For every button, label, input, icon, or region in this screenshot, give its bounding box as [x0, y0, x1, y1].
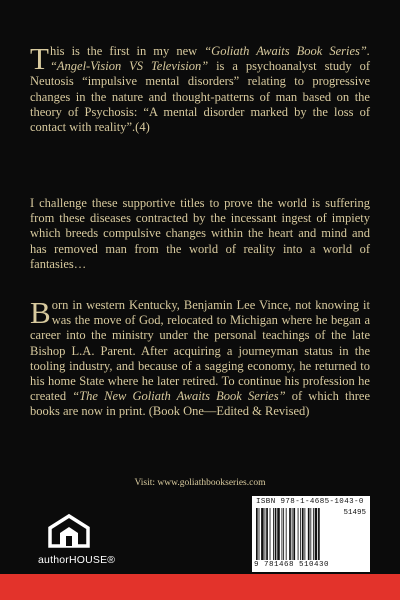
website-line: Visit: www.goliathbookseries.com: [134, 478, 266, 488]
publisher-logo: [38, 512, 116, 566]
intro-paragraph: [30, 41, 370, 135]
bio-tail: of which three books are now in print. (Book One––Edited & Revised): [30, 389, 370, 419]
drop-cap: B: [30, 295, 51, 330]
ean-digits: 9 781468 510430: [254, 561, 330, 569]
isbn-barcode: [252, 496, 370, 572]
barcode-icon: [256, 508, 338, 560]
isbn-label: ISBN 978-1-4685-1043-0: [256, 498, 364, 506]
bio-series-name: “The New Goliath Awaits Book Series”: [72, 389, 286, 404]
challenge-text: I challenge these supportive titles to prove the world is suffering from these diseases contracted by the incessant ingest of impiety which breeds compulsive changes within the heart and mind and has removed man from the world of reality into a world of fantasies…: [30, 196, 370, 271]
challenge-paragraph: [30, 196, 370, 272]
drop-cap: T: [30, 41, 49, 76]
series-name: “Goliath Awaits Book Series”.: [204, 44, 370, 58]
bio-text: orn in western Kentucky, Benjamin Lee Vince, not knowing it was the move of God, relocated to Michigan where he began a career into the ministry under the personal teachings of the late Bishop L.A. Parent. After acquiring a journeyman status in the tooling industry, and because of a sagging economy, he returned to his home State where he later retired. To continue his profession he created: [30, 298, 370, 404]
publisher-house-icon: [44, 512, 94, 552]
publisher-name: authorHOUSE®: [38, 554, 116, 566]
intro-lead: his is the first in my new: [49, 44, 205, 58]
intro-rest: is a psychoanalyst study of Neutosis “impulsive mental disorders” relating to progressive changes in the nature and thought-patterns of man based on the theory of Psychosis: “A mental disorder marked by the loss of contact with reality”.(4): [30, 59, 370, 135]
author-bio-paragraph: [30, 295, 370, 420]
price-code: 51495: [343, 509, 366, 517]
footer-band: [0, 574, 400, 600]
book-title: “Angel-Vision VS Television”: [49, 59, 209, 74]
